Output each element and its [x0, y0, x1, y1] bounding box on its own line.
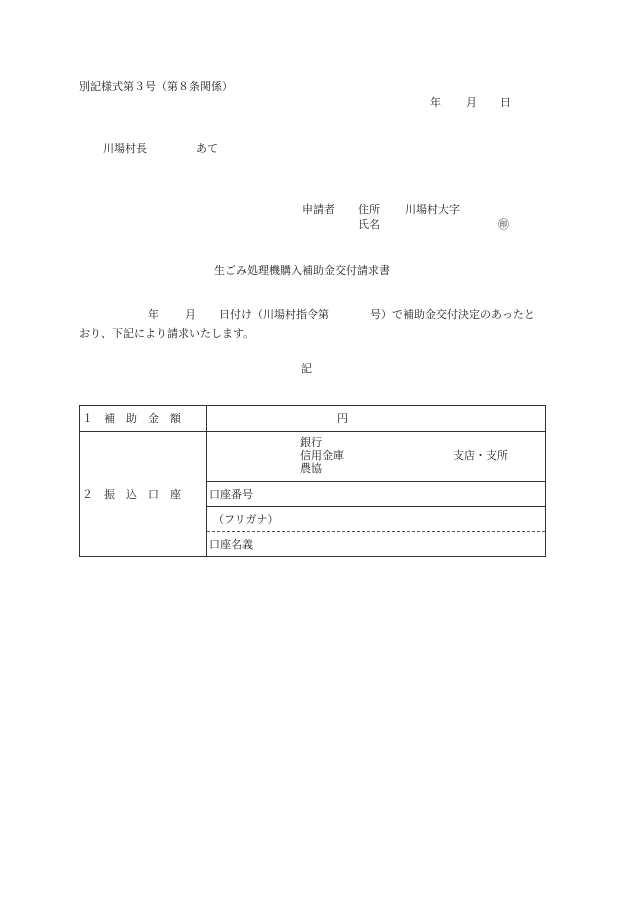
- account-holder-field[interactable]: [207, 532, 546, 557]
- account-number-field[interactable]: [207, 482, 546, 507]
- applicant-label: 申請者: [302, 203, 335, 216]
- address-label: 住所: [358, 203, 380, 216]
- bank-type-bank: 銀行: [300, 436, 322, 449]
- addressee-name: 川場村長: [103, 142, 147, 155]
- ki-heading: 記: [301, 362, 312, 375]
- account-holder-label: 口座名義: [209, 537, 253, 551]
- body-date-reference: 日付け（川場村指令第: [219, 308, 329, 321]
- body-line2: おり、下記により請求いたします。: [79, 327, 255, 340]
- document-title: 生ごみ処理機購入補助金交付請求書: [214, 264, 390, 277]
- body-month: 月: [185, 308, 196, 321]
- furigana-field[interactable]: [207, 507, 546, 532]
- addressee-suffix: あて: [196, 142, 218, 155]
- date-month: 月: [466, 96, 477, 109]
- bank-field[interactable]: [207, 432, 546, 482]
- amount-field[interactable]: [207, 406, 546, 432]
- yen-unit: 円: [337, 412, 348, 425]
- bank-type-options: [300, 436, 344, 475]
- account-number-label: 口座番号: [209, 487, 253, 501]
- date-day: 日: [500, 96, 511, 109]
- table-row: [80, 432, 546, 482]
- amount-label: １ 補 助 金 額: [80, 406, 207, 432]
- form-number: 別記様式第３号（第８条関係）: [79, 80, 233, 93]
- furigana-label: （フリガナ）: [213, 512, 279, 526]
- table-row: [80, 406, 546, 432]
- body-line1-rest: 号）で補助金交付決定のあったと: [370, 308, 535, 321]
- seal-mark: ㊞: [498, 218, 509, 231]
- address-value: 川場村大字: [405, 203, 460, 216]
- date-year: 年: [430, 96, 441, 109]
- bank-type-nokyo: 農協: [300, 462, 322, 475]
- body-year: 年: [148, 308, 159, 321]
- name-label: 氏名: [358, 218, 380, 231]
- branch-label: 支店・支所: [453, 449, 508, 462]
- bank-type-shinkin: 信用金庫: [300, 449, 344, 462]
- request-table: [79, 405, 546, 557]
- transfer-account-label: ２ 振 込 口 座: [80, 432, 207, 557]
